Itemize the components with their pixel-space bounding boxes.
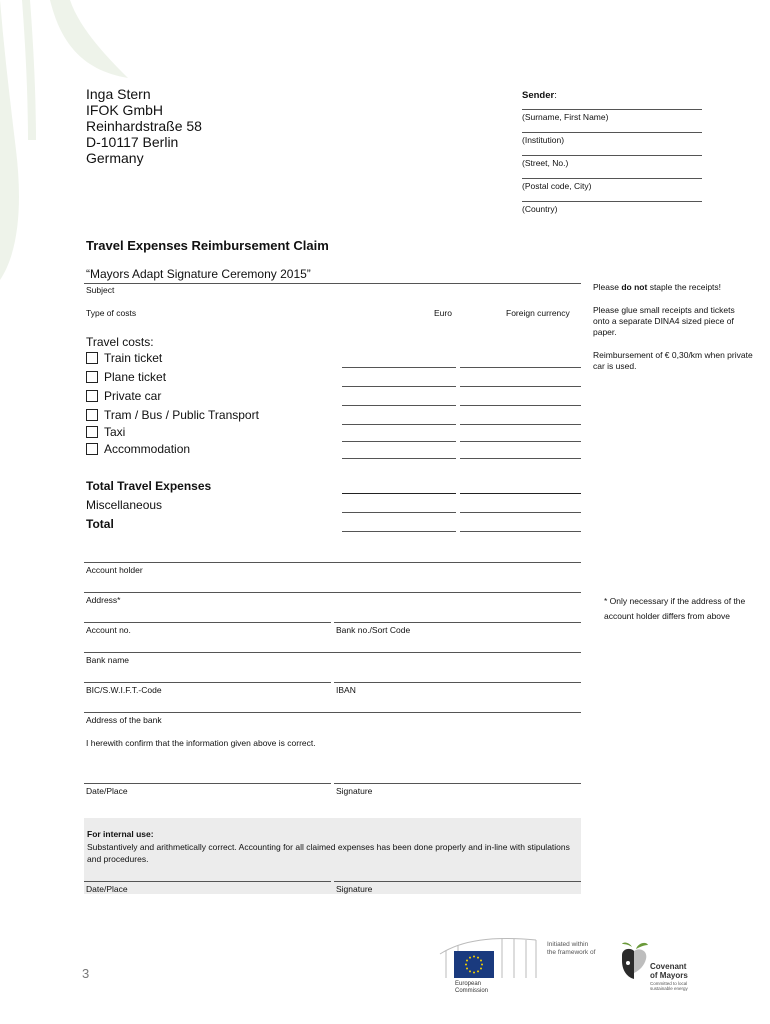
- taxi-euro-field[interactable]: [342, 441, 456, 442]
- miscellaneous-label: Miscellaneous: [86, 498, 163, 512]
- sender-institution-field[interactable]: (Institution): [522, 132, 702, 155]
- address-field[interactable]: [84, 592, 581, 593]
- misc-euro-field[interactable]: [342, 512, 456, 513]
- public-transport-checkbox[interactable]: [86, 409, 98, 421]
- recipient-street: Reinhardstraße 58: [86, 118, 202, 134]
- recipient-country: Germany: [86, 150, 144, 166]
- bank-address-field[interactable]: [84, 712, 581, 713]
- plane-foreign-field[interactable]: [460, 386, 581, 387]
- bic-label: BIC/S.W.I.F.T.-Code: [86, 685, 162, 695]
- account-holder-field[interactable]: [84, 562, 581, 563]
- total-label: Total: [86, 517, 114, 531]
- iban-label: IBAN: [336, 685, 356, 695]
- train-foreign-field[interactable]: [460, 367, 581, 368]
- total-euro-field[interactable]: [342, 531, 456, 532]
- note-private-car: Reimbursement of € 0,30/km when private car is used.: [593, 350, 753, 371]
- accommodation-checkbox[interactable]: [86, 443, 98, 455]
- train-ticket-label: Train ticket: [104, 351, 163, 365]
- european-commission-label: European Commission: [455, 981, 489, 994]
- cost-item-train: [86, 350, 162, 366]
- public-transport-label: Tram / Bus / Public Transport: [104, 408, 259, 422]
- bank-name-label: Bank name: [86, 655, 129, 665]
- internal-use-heading: For internal use:: [87, 829, 154, 839]
- train-euro-field[interactable]: [342, 367, 456, 368]
- taxi-foreign-field[interactable]: [460, 441, 581, 442]
- cost-item-accommodation: [86, 441, 190, 457]
- plane-ticket-label: Plane ticket: [104, 370, 167, 384]
- sender-label: Sender:: [522, 90, 557, 101]
- cost-item-plane: [86, 369, 166, 385]
- accommodation-euro-field[interactable]: [342, 458, 456, 459]
- internal-use-box: [84, 818, 581, 894]
- internal-signature-label: Signature: [336, 884, 373, 894]
- recipient-address: [86, 86, 202, 166]
- public-transport-foreign-field[interactable]: [460, 424, 581, 425]
- internal-date-place-label: Date/Place: [86, 884, 128, 894]
- bank-no-label: Bank no./Sort Code: [336, 625, 411, 635]
- column-euro: Euro: [434, 308, 452, 318]
- date-place-field[interactable]: [84, 783, 331, 784]
- note-address: * Only necessary if the address of the account holder differs from above: [604, 596, 746, 621]
- page-number: 3: [82, 966, 90, 981]
- signature-field[interactable]: [334, 783, 581, 784]
- plane-ticket-checkbox[interactable]: [86, 371, 98, 383]
- account-no-field[interactable]: [84, 622, 331, 623]
- eu-flag-icon: [454, 951, 494, 978]
- sender-block: [522, 90, 702, 224]
- total-travel-expenses-label: Total Travel Expenses: [86, 479, 212, 493]
- bic-field[interactable]: [84, 682, 331, 683]
- covenant-of-mayors-icon: [618, 941, 650, 981]
- sender-surname-field[interactable]: (Surname, First Name): [522, 109, 702, 132]
- signature-label: Signature: [336, 786, 373, 796]
- subject-line: [84, 283, 581, 284]
- cost-item-taxi: [86, 424, 125, 440]
- sender-street-field[interactable]: (Street, No.): [522, 155, 702, 178]
- internal-use-text: Substantively and arithmetically correct. Accounting for all claimed expenses has been done properly and in-line with stipulations and procedures.: [87, 842, 570, 864]
- taxi-label: Taxi: [104, 425, 126, 439]
- initiated-within-text: Initiated within the framework of: [547, 941, 596, 956]
- bank-name-field[interactable]: [84, 652, 581, 653]
- bank-no-field[interactable]: [334, 622, 581, 623]
- covenant-of-mayors-tagline: Committed to local sustainable energy: [650, 981, 688, 991]
- cost-item-public-transport: [86, 407, 259, 423]
- confirmation-text: I herewith confirm that the information given above is correct.: [86, 738, 316, 748]
- internal-date-place-field[interactable]: [84, 881, 331, 882]
- taxi-checkbox[interactable]: [86, 426, 98, 438]
- private-car-checkbox[interactable]: [86, 390, 98, 402]
- bank-address-label: Address of the bank: [86, 715, 162, 725]
- accommodation-label: Accommodation: [104, 442, 191, 456]
- accommodation-foreign-field[interactable]: [460, 458, 581, 459]
- internal-signature-field[interactable]: [334, 881, 581, 882]
- note-no-staple: Please do not staple the receipts!: [593, 282, 722, 292]
- sender-country-field[interactable]: (Country): [522, 201, 702, 224]
- total-travel-foreign-field[interactable]: [460, 493, 581, 494]
- cost-item-private-car: [86, 388, 161, 404]
- sender-postal-field[interactable]: (Postal code, City): [522, 178, 702, 201]
- private-car-label: Private car: [104, 389, 162, 403]
- account-no-label: Account no.: [86, 625, 131, 635]
- form-title: Travel Expenses Reimbursement Claim: [86, 238, 329, 253]
- recipient-city: D-10117 Berlin: [86, 134, 179, 150]
- covenant-of-mayors-label: Covenant of Mayors: [650, 962, 688, 980]
- iban-field[interactable]: [334, 682, 581, 683]
- column-foreign-currency: Foreign currency: [506, 308, 570, 318]
- total-foreign-field[interactable]: [460, 531, 581, 532]
- private-car-euro-field[interactable]: [342, 405, 456, 406]
- subject-value[interactable]: “Mayors Adapt Signature Ceremony 2015”: [86, 267, 311, 281]
- note-glue-receipts: Please glue small receipts and tickets onto a separate DINA4 sized piece of paper.: [593, 305, 735, 337]
- travel-costs-heading: Travel costs:: [86, 335, 154, 349]
- train-ticket-checkbox[interactable]: [86, 352, 98, 364]
- total-travel-euro-field[interactable]: [342, 493, 456, 494]
- private-car-foreign-field[interactable]: [460, 405, 581, 406]
- public-transport-euro-field[interactable]: [342, 424, 456, 425]
- address-label: Address*: [86, 595, 121, 605]
- subject-label: Subject: [86, 285, 115, 295]
- recipient-name: Inga Stern: [86, 86, 151, 102]
- date-place-label: Date/Place: [86, 786, 128, 796]
- account-holder-label: Account holder: [86, 565, 143, 575]
- misc-foreign-field[interactable]: [460, 512, 581, 513]
- recipient-company: IFOK GmbH: [86, 102, 164, 118]
- plane-euro-field[interactable]: [342, 386, 456, 387]
- column-type-of-costs: Type of costs: [86, 308, 137, 318]
